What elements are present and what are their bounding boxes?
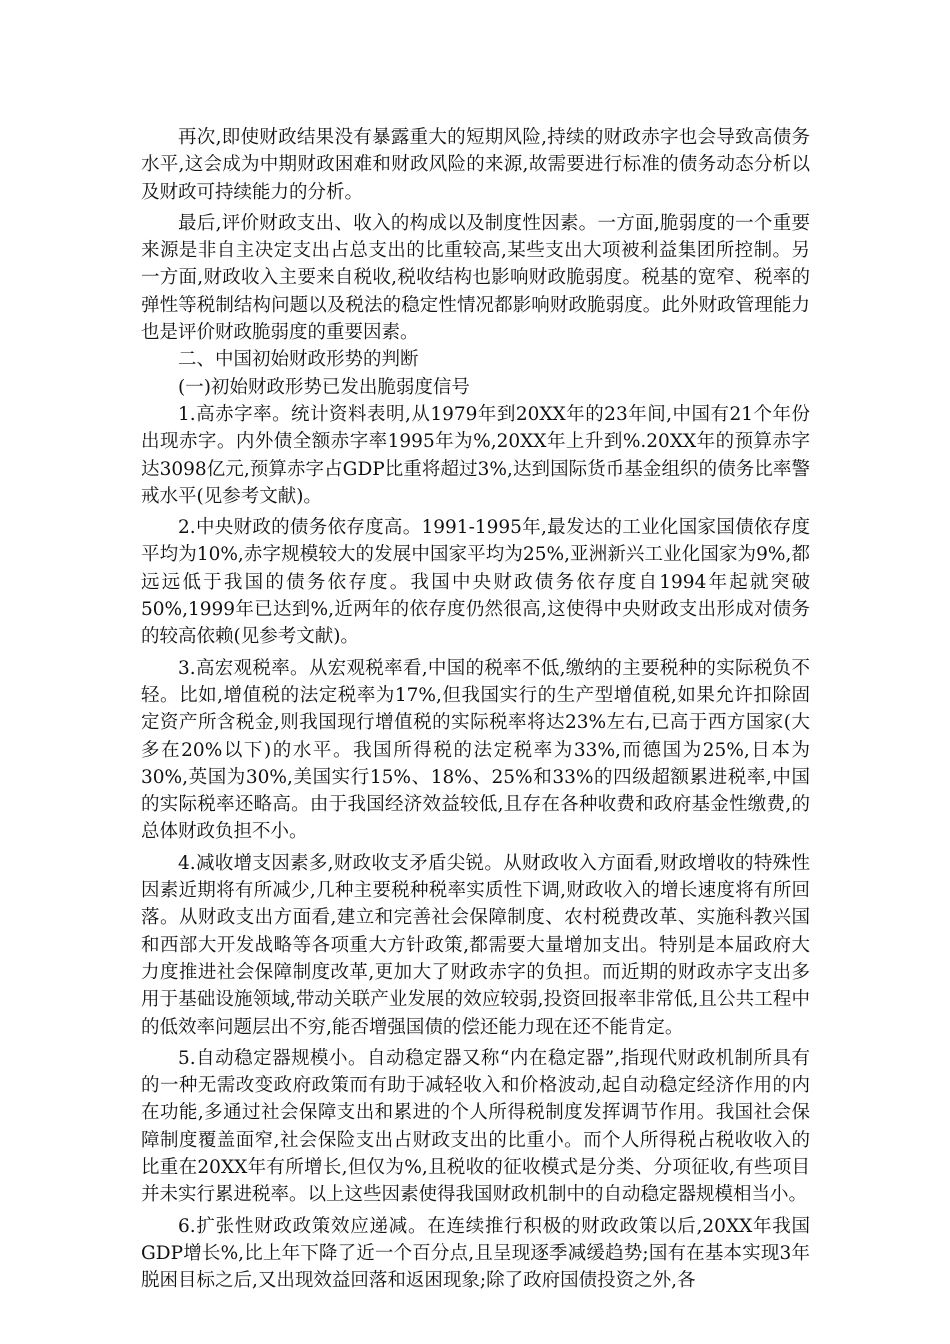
paragraph-item-2: 2.中央财政的债务依存度高。1991-1995年,最发达的工业化国家国债依存度平均为10%,赤字规模较大的发展中国家平均为25%,亚洲新兴工业化国家为9%,都远远低于我国的债务依存度。我国中央财政债务依存度自1994年起就突破50%,1999年已达到%,近两年的依存度仍然很高,这使得中央财政支出形成对债务的较高依赖(见参考文献)。 (141, 517, 810, 648)
paragraph-item-4: 4.减收增支因素多,财政收支矛盾尖锐。从财政收入方面看,财政增收的特殊性因素近期将有所减少,几种主要税种税率实质性下调,财政收入的增长速度将有所回落。从财政支出方面看,建立和完善社会保障制度、农村税费改革、实施科教兴国和西部大开发战略等各项重大方针政策,都需要大量增加支出。特别是本届政府大力度推进社会保障制度改革,更加大了财政赤字的负担。而近期的财政赤字支出多用于基础设施领域,带动关联产业发展的效应较弱,投资回报率非常低,且公共工程中的低效率问题层出不穷,能否增强国债的偿还能力现在还不能肯定。 (141, 852, 810, 1038)
paragraph-debt-dynamics: 再次,即使财政结果没有暴露重大的短期风险,持续的财政赤字也会导致高债务水平,这会成为中期财政困难和财政风险的来源,故需要进行标准的债务动态分析以及财政可持续能力的分析。 (141, 127, 810, 203)
section-heading: 二、中国初始财政形势的判断 (178, 349, 419, 371)
paragraph-item-5: 5.自动稳定器规模小。自动稳定器又称“内在稳定器”,指现代财政机制所具有的一种无需改变政府政策而有助于减轻收入和价格波动,起自动稳定经济作用的内在功能,多通过社会保障支出和累进的个人所得税制度发挥调节作用。我国社会保障制度覆盖面窄,社会保险支出占财政支出的比重小。而个人所得税占税收收入的比重在20XX年有所增长,但仅为%,且税收的征收模式是分类、分项征收,有些项目并未实行累进税率。以上这些因素使得我国财政机制中的自动稳定器规模相当小。 (141, 1047, 810, 1206)
subsection-heading: (一)初始财政形势已发出脆弱度信号 (178, 376, 470, 398)
paragraph-structural-factors: 最后,评价财政支出、收入的构成以及制度性因素。一方面,脆弱度的一个重要来源是非自主决定支出占总支出的比重较高,某些支出大项被利益集团所控制。另一方面,财政收入主要来自税收,税收结构也影响财政脆弱度。税基的宽窄、税率的弹性等税制结构问题以及税法的稳定性情况都影响财政脆弱度。此外财政管理能力也是评价财政脆弱度的重要因素。 (141, 212, 810, 344)
document-body (141, 124, 810, 1294)
paragraph-item-1: 1.高赤字率。统计资料表明,从1979年到20XX年的23年间,中国有21个年份出现赤字。内外债全额赤字率1995年为%,20XX年上升到%.20XX年的预算赤字达3098亿元,预算赤字占GDP比重将超过3%,达到国际货币基金组织的债务比率警戒水平(见参考文献)。 (141, 403, 810, 507)
paragraph-item-3: 3.高宏观税率。从宏观税率看,中国的税率不低,缴纳的主要税种的实际税负不轻。比如,增值税的法定税率为17%,但我国实行的生产型增值税,如果允许扣除固定资产所含税金,则我国现行增值税的实际税率将达23%左右,已高于西方国家(大多在20%以下)的水平。我国所得税的法定税率为33%,而德国为25%,日本为30%,英国为30%,美国实行15%、18%、25%和33%的四级超额累进税率,中国的实际税率还略高。由于我国经济效益较低,且存在各种收费和政府基金性缴费,的总体财政负担不小。 (141, 657, 810, 843)
paragraph-item-6: 6.扩张性财政政策效应递减。在连续推行积极的财政政策以后,20XX年我国GDP增长%,比上年下降了近一个百分点,且呈现逐季减缓趋势;国有在基本实现3年脱困目标之后,又出现效益回落和返困现象;除了政府国债投资之外,各 (141, 1215, 810, 1292)
